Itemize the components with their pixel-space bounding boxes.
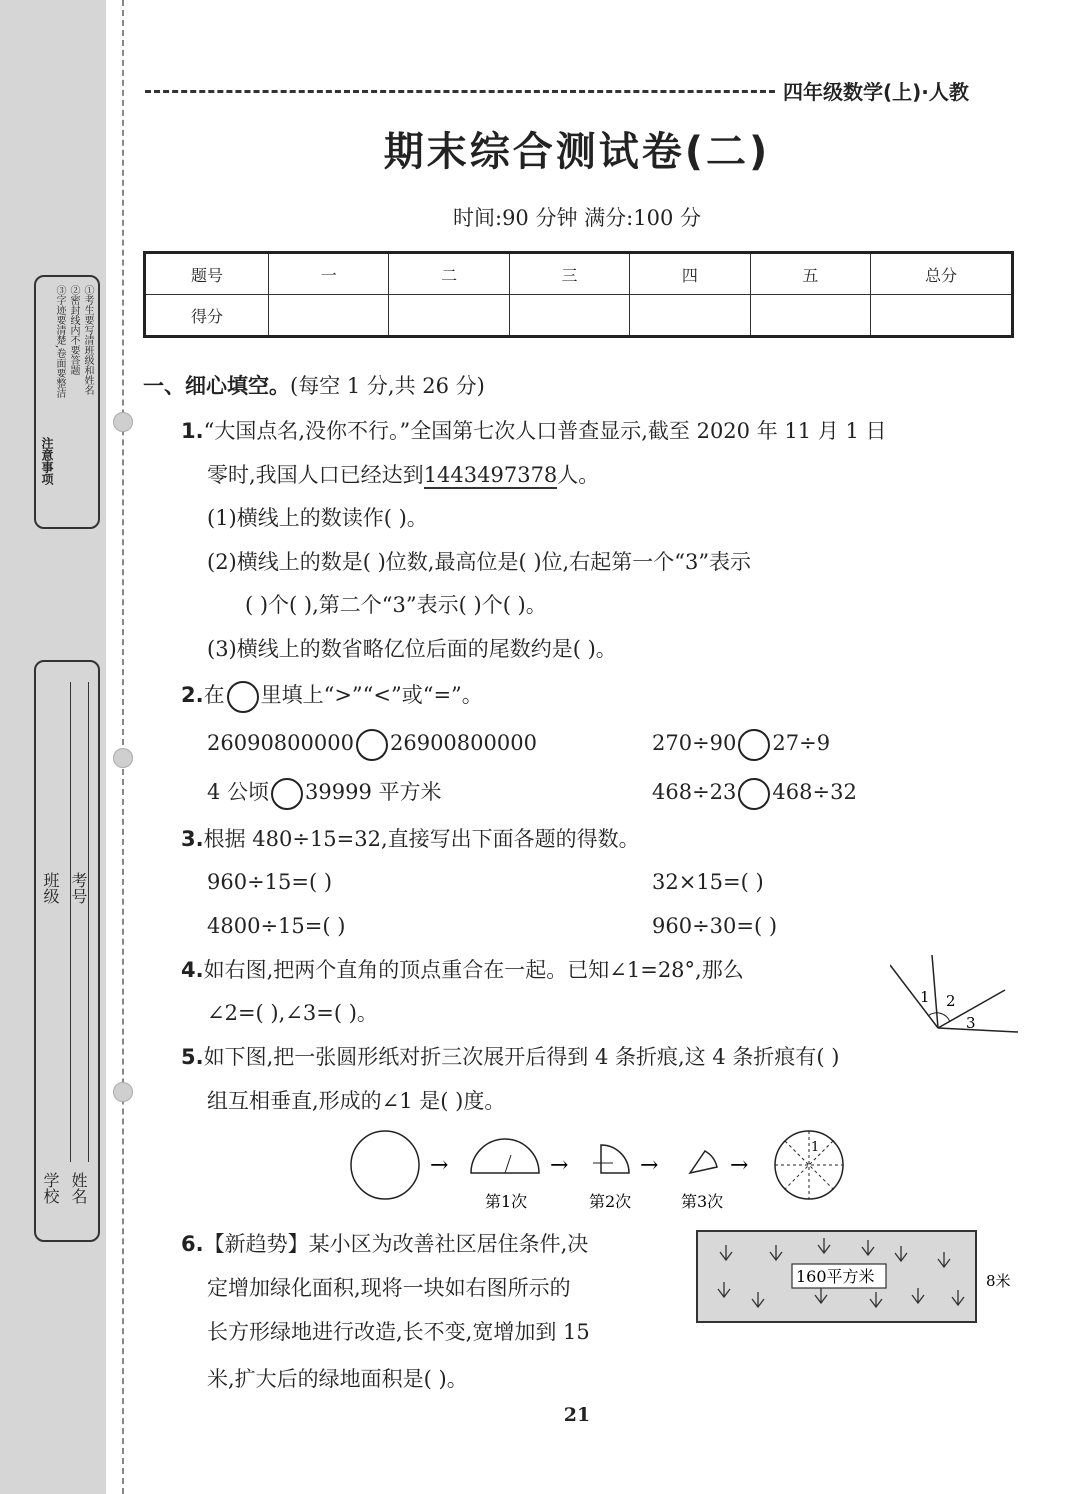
q3-text: 根据 480÷15=32,直接写出下面各题的得数。 <box>203 827 640 851</box>
compare-right: 27÷9 <box>772 731 831 755</box>
arrow-icon: → <box>550 1153 569 1178</box>
section-heading <box>143 371 485 401</box>
note-item: ①考生要写清班级和姓名 <box>82 285 93 395</box>
angle-ray <box>932 955 938 1028</box>
table-row-label: 得分 <box>145 295 269 337</box>
calc-item: 4800÷15=( ) <box>207 914 346 938</box>
field-label-class: 班级 <box>41 872 60 904</box>
underlined-number: 1443497378 <box>423 463 558 487</box>
q1-sub3: (3)横线上的数省略亿位后面的尾数约是( )。 <box>207 637 617 661</box>
field-label-exam-id: 考号 <box>69 872 88 904</box>
q1-sub2b: ( )个( ),第二个“3”表示( )个( )。 <box>245 593 547 617</box>
q6-line2: 定增加绿化面积,现将一块如右图所示的 <box>207 1276 571 1300</box>
page-number: 21 <box>563 1404 591 1426</box>
compare-right: 468÷32 <box>772 780 857 804</box>
section-note: (每空 1 分,共 26 分) <box>290 374 485 398</box>
calc-item: 32×15=( ) <box>652 870 764 894</box>
step-label: 第1次 <box>485 1192 528 1211</box>
q1-line1 <box>181 416 887 446</box>
calc-item: 960÷15=( ) <box>207 870 333 894</box>
arrow-icon: → <box>730 1153 749 1178</box>
q3-line <box>181 824 640 854</box>
folding-diagram <box>345 1125 855 1220</box>
q3-number: 3. <box>181 827 204 851</box>
q2-number: 2. <box>181 683 204 707</box>
fold-arrow <box>505 1155 511 1173</box>
note-item: ②密封线内不要答题 <box>68 285 79 375</box>
compare-item <box>207 728 537 761</box>
angle-figure <box>890 950 1020 1040</box>
field-label-school: 学校 <box>41 1172 60 1204</box>
q6-number: 6. <box>181 1232 204 1256</box>
angle-arc <box>928 1013 950 1022</box>
q1-text: 人。 <box>557 463 600 487</box>
compare-item <box>652 777 857 810</box>
score-cell[interactable] <box>509 295 629 337</box>
table-header: 题号 <box>145 253 269 295</box>
q1-sub2a: (2)横线上的数是( )位数,最高位是( )位,右起第一个“3”表示 <box>207 550 752 574</box>
angle-label: 2 <box>946 992 956 1010</box>
score-cell[interactable] <box>750 295 870 337</box>
answer-circle[interactable] <box>271 778 303 810</box>
q1-text: 零时,我国人口已经达到 <box>207 463 424 487</box>
binding-hole <box>113 1082 133 1102</box>
note-item: ③字迹要清楚,卷面要整洁 <box>54 285 65 399</box>
compare-left: 4 公顷 <box>207 780 270 804</box>
q4-line2: ∠2=( ),∠3=( )。 <box>207 1001 378 1025</box>
binding-hole <box>113 748 133 768</box>
area-label: 160平方米 <box>796 1267 875 1286</box>
binding-hole <box>113 412 133 432</box>
q5-line2: 组互相垂直,形成的∠1 是( )度。 <box>207 1089 506 1113</box>
score-cell[interactable] <box>269 295 389 337</box>
section-title: 一、细心填空。 <box>143 374 290 398</box>
q6-line4: 米,扩大后的绿地面积是( )。 <box>207 1367 468 1391</box>
half-circle <box>471 1139 539 1173</box>
table-header: 五 <box>750 253 870 295</box>
student-info-box <box>34 660 100 1242</box>
field-label-name: 姓名 <box>69 1172 88 1204</box>
q4-line1 <box>181 955 744 985</box>
paper-circle <box>351 1131 419 1199</box>
q2-text: 在 <box>203 683 225 707</box>
width-label: 8米 <box>986 1272 1011 1290</box>
calc-item: 960÷30=( ) <box>652 914 778 938</box>
compare-left: 26090800000 <box>207 731 354 755</box>
step-label: 第3次 <box>681 1192 724 1211</box>
q6-line1 <box>181 1229 588 1259</box>
table-row <box>145 295 1013 337</box>
angle-ray <box>890 965 938 1028</box>
table-header: 三 <box>509 253 629 295</box>
arrow-icon: → <box>640 1153 659 1178</box>
table-header: 四 <box>630 253 750 295</box>
q6-text: 某小区为改善社区居住条件,决 <box>308 1232 589 1256</box>
q4-number: 4. <box>181 958 204 982</box>
quarter-circle <box>601 1145 629 1173</box>
q1-line2 <box>207 460 599 490</box>
compare-left: 468÷23 <box>652 780 737 804</box>
q1-number: 1. <box>181 419 204 443</box>
angle-label: 1 <box>920 988 930 1006</box>
answer-circle[interactable] <box>356 729 388 761</box>
compare-item <box>207 777 442 810</box>
green-field-figure <box>696 1230 1026 1325</box>
q5-line1 <box>181 1042 839 1072</box>
field-line <box>70 682 71 1162</box>
q6-tag: 【新趋势】 <box>203 1232 309 1256</box>
compare-item <box>652 728 830 761</box>
q1-text: “大国点名,没你不行。”全国第七次人口普查显示,截至 2020 年 11 月 1 日 <box>203 419 887 443</box>
field-line <box>88 682 89 1162</box>
eighth-circle <box>690 1151 717 1173</box>
q6-line3: 长方形绿地进行改造,长不变,宽增加到 15 <box>207 1320 590 1344</box>
exam-info: 时间:90 分钟 满分:100 分 <box>453 206 701 230</box>
angle-label: 3 <box>966 1014 976 1032</box>
step-label: 第2次 <box>589 1192 632 1211</box>
answer-circle[interactable] <box>738 729 770 761</box>
score-table <box>143 251 1014 338</box>
score-cell[interactable] <box>630 295 750 337</box>
q5-text: 如下图,把一张圆形纸对折三次展开后得到 4 条折痕,这 4 条折痕有( ) <box>203 1045 840 1069</box>
compare-right: 26900800000 <box>389 731 537 755</box>
compare-left: 270÷90 <box>652 731 737 755</box>
compare-right: 39999 平方米 <box>305 780 442 804</box>
q1-sub1: (1)横线上的数读作( )。 <box>207 506 428 530</box>
header-rule <box>145 90 775 93</box>
q5-number: 5. <box>181 1045 204 1069</box>
angle-label: 1 <box>811 1140 820 1155</box>
arrow-icon: → <box>430 1153 449 1178</box>
notes-box <box>34 275 100 529</box>
table-row <box>145 253 1013 295</box>
q2-line <box>181 680 483 713</box>
q4-text: 如右图,把两个直角的顶点重合在一起。已知∠1=28°,那么 <box>203 958 744 982</box>
answer-circle[interactable] <box>227 681 259 713</box>
notes-title: 注意事项 <box>40 437 54 485</box>
subject-header: 四年级数学(上)·人教 <box>783 80 969 104</box>
table-header: 二 <box>389 253 509 295</box>
score-cell[interactable] <box>871 295 1013 337</box>
table-header: 总分 <box>871 253 1013 295</box>
page-title: 期末综合测试卷(二) <box>383 129 771 175</box>
q2-text: 里填上“>”“<”或“=”。 <box>260 683 483 707</box>
angle-ray <box>938 1028 1018 1032</box>
score-cell[interactable] <box>389 295 509 337</box>
answer-circle[interactable] <box>738 778 770 810</box>
table-header: 一 <box>269 253 389 295</box>
